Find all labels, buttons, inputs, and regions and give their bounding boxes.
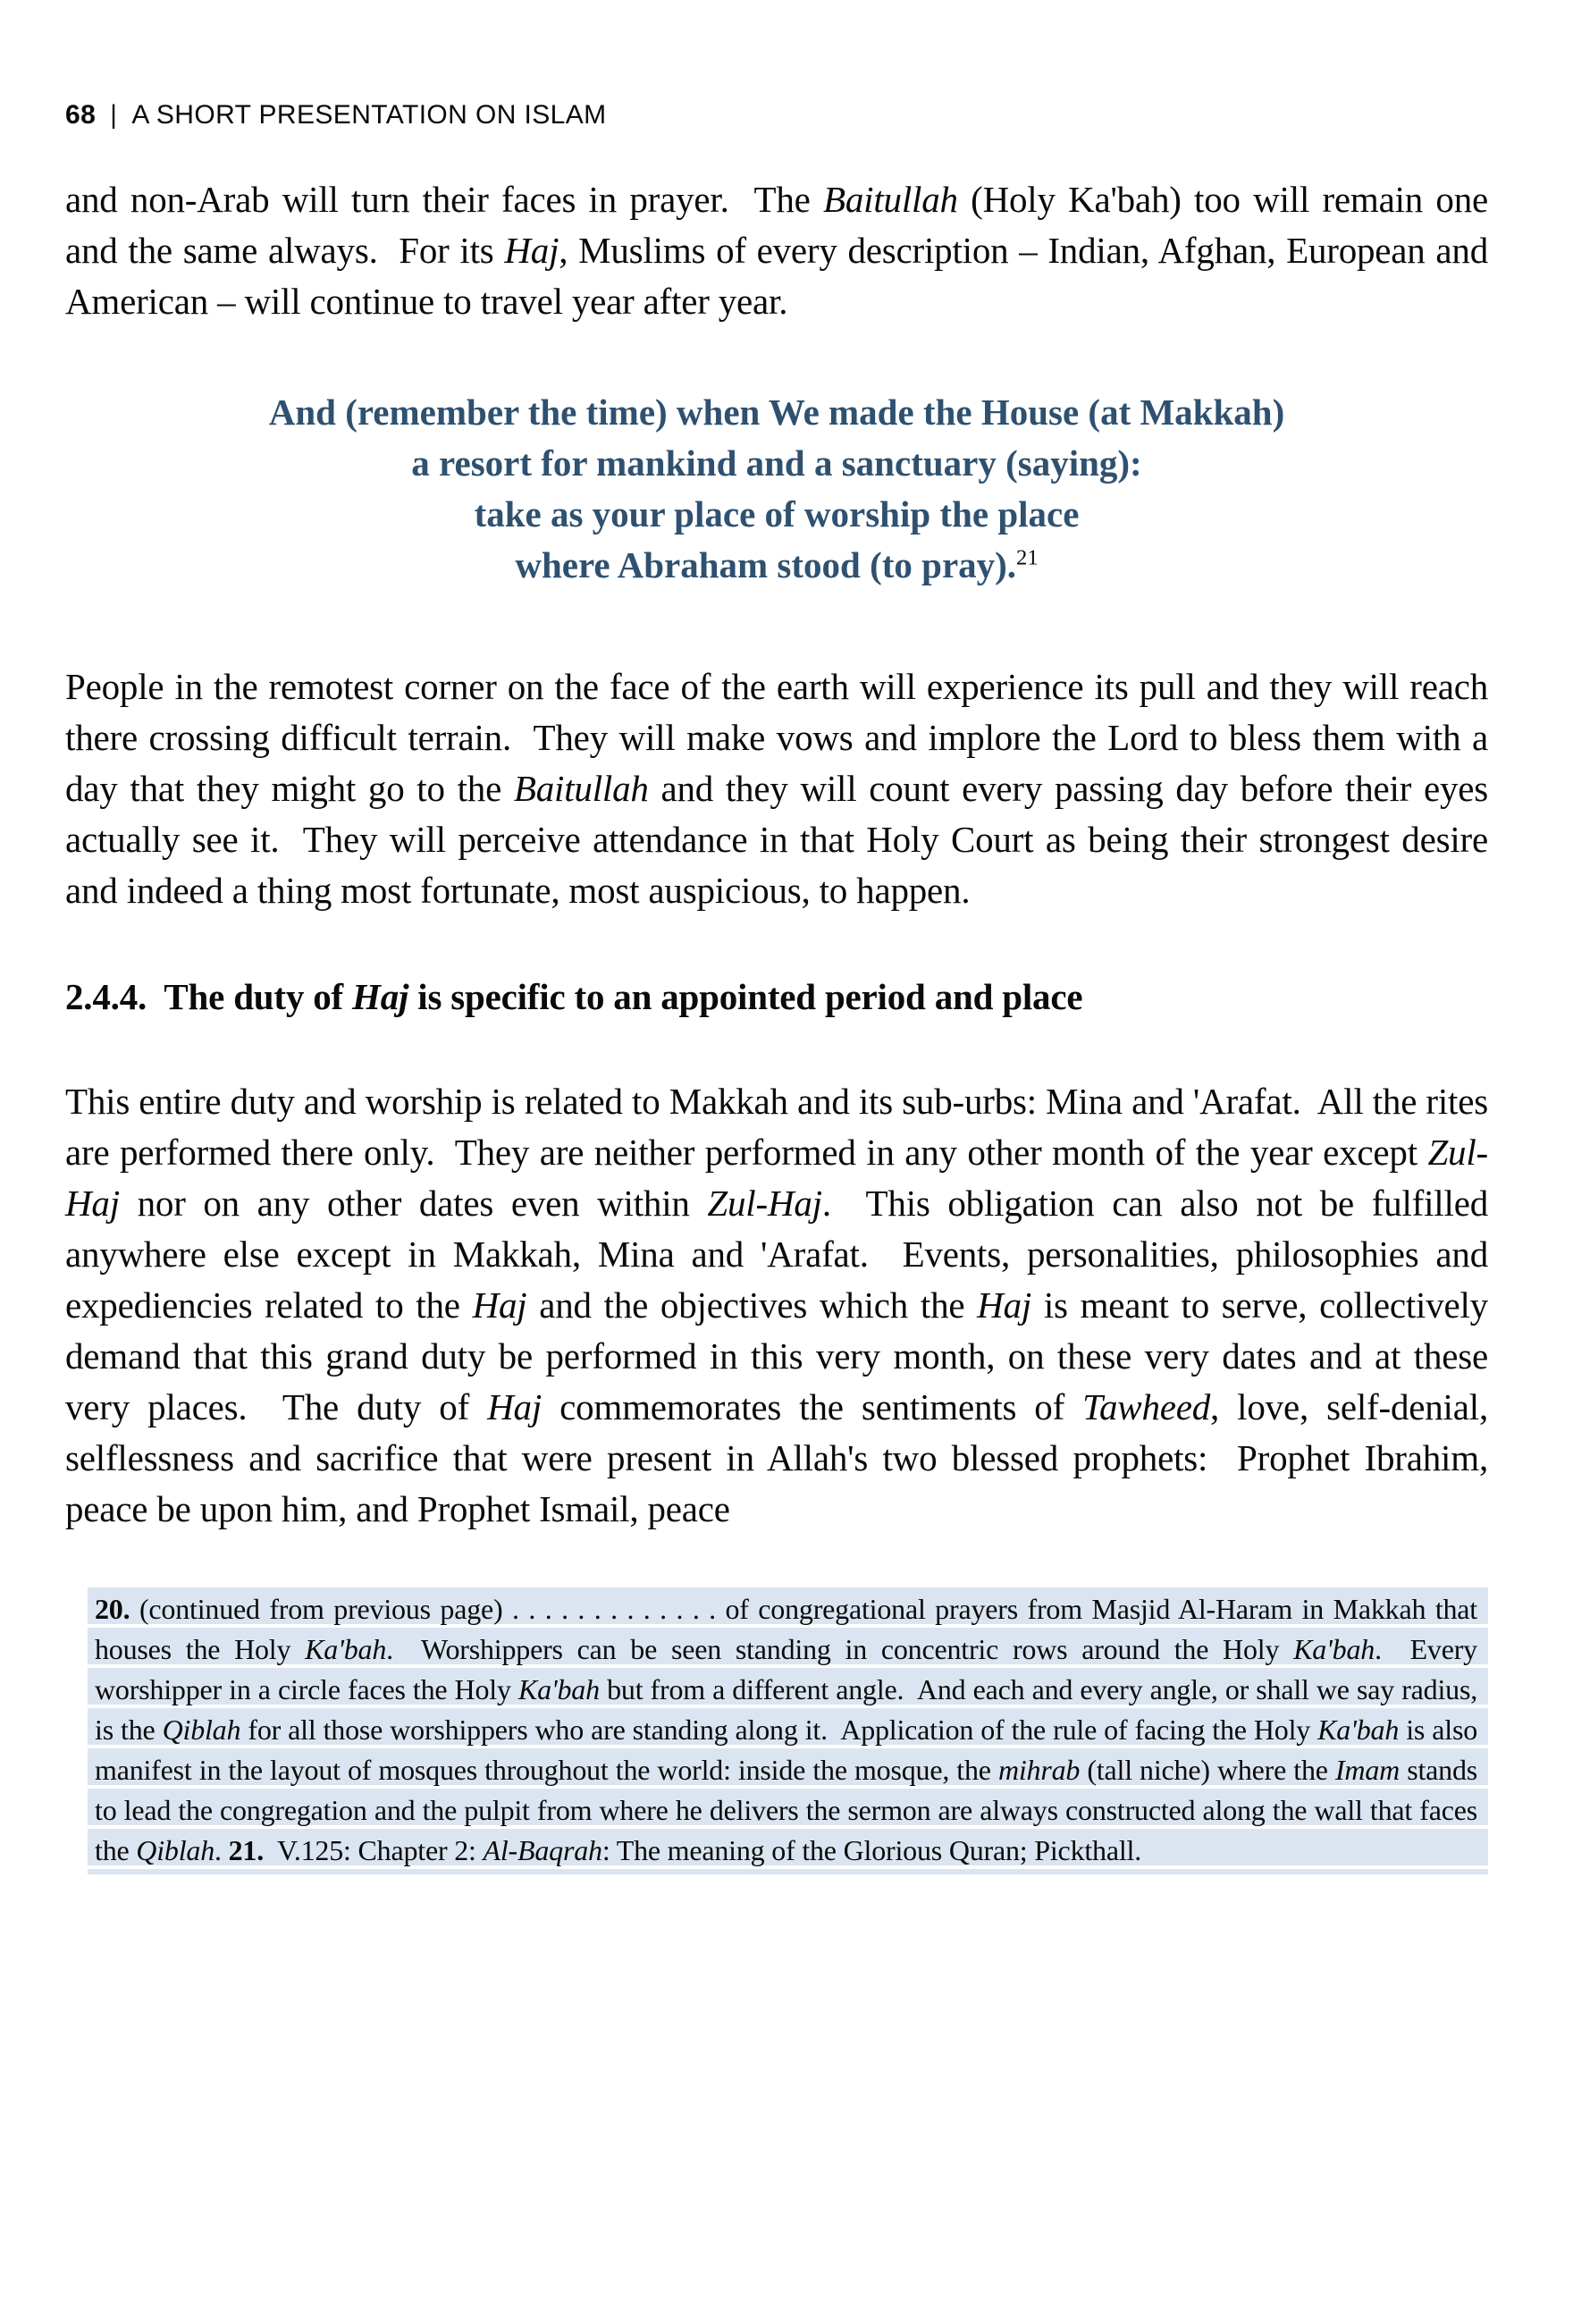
- quran-quote: [65, 387, 1488, 591]
- footnote-text: 20. (continued from previous page) . . . . . . . . . . . . . of congregational prayers from Masjid Al-Haram in Makkah that houses the Holy Ka'bah. Worshippers can be seen standing in concentric rows around the Holy Ka'bah. Every worshipper in a circle faces the Holy Ka'bah but from a different angle. And each and every angle, or shall we say radius, is the Qiblah for all those worshippers who are standing along it. Application of the rule of facing the Holy Ka'bah is also manifest in the layout of mosques throughout the world: inside the mosque, the mihrab (tall niche) where the Imam stands to lead the congregation and the pulpit from where he delivers the sermon are always constructed along the wall that faces the Qiblah. 21. V.125: Chapter 2: Al-Baqrah: The meaning of the Glorious Quran; Pickthall.: [95, 1593, 1477, 1866]
- footnote-marker-21: 21.: [228, 1834, 265, 1866]
- paragraph-pull: People in the remotest corner on the face of the earth will experience its pull and they will reach there crossing difficult terrain. They will make vows and implore the Lord to bless them with a day that they might go to the Baitullah and they will count every passing day before their eyes actually see it. They will perceive attendance in that Holy Court as being their strongest desire and indeed a thing most fortunate, most auspicious, to happen.: [65, 666, 1488, 911]
- running-head-title: A SHORT PRESENTATION ON ISLAM: [131, 100, 607, 130]
- footnote-ref-21: 21: [1016, 545, 1039, 570]
- section-heading-2-4-4: 2.4.4. The duty of Haj is specific to an appointed period and place: [65, 976, 1083, 1017]
- paragraph-intro: and non-Arab will turn their faces in prayer. The Baitullah (Holy Ka'bah) too will remain one and the same always. For its Haj, Muslims of every description – Indian, Afghan, European and American – will continue to travel year after year.: [65, 179, 1489, 322]
- footnote-marker-20: 20.: [95, 1593, 130, 1625]
- header-separator: |: [110, 100, 118, 130]
- page-number: 68: [65, 100, 97, 130]
- page-header: [65, 98, 1488, 132]
- quote-line-3: take as your place of worship the place: [474, 493, 1080, 535]
- quote-line-2: a resort for mankind and a sanctuary (saying):: [411, 442, 1142, 484]
- footnote-block: [88, 1587, 1488, 1874]
- quote-line-1: And (remember the time) when We made the House (at Makkah): [268, 392, 1285, 433]
- paragraph-duty: This entire duty and worship is related to Makkah and its sub-urbs: Mina and 'Arafat. All the rites are performed there only. They are neither performed in any other month of the year except Zul-Haj nor on any other dates even within Zul-Haj. This obligation can also not be fulfilled anywhere else except in Makkah, Mina and 'Arafat. Events, personalities, philosophies and expediencies related to the Haj and the objectives which the Haj is meant to serve, collectively demand that this grand duty be performed in this very month, on these very dates and at these very places. The duty of Haj commemorates the sentiments of Tawheed, love, self-denial, selflessness and sacrifice that were present in Allah's two blessed prophets: Prophet Ibrahim, peace be upon him, and Prophet Ismail, peace: [65, 1081, 1488, 1529]
- quote-line-4: where Abraham stood (to pray).$^{21}$: [515, 544, 1039, 585]
